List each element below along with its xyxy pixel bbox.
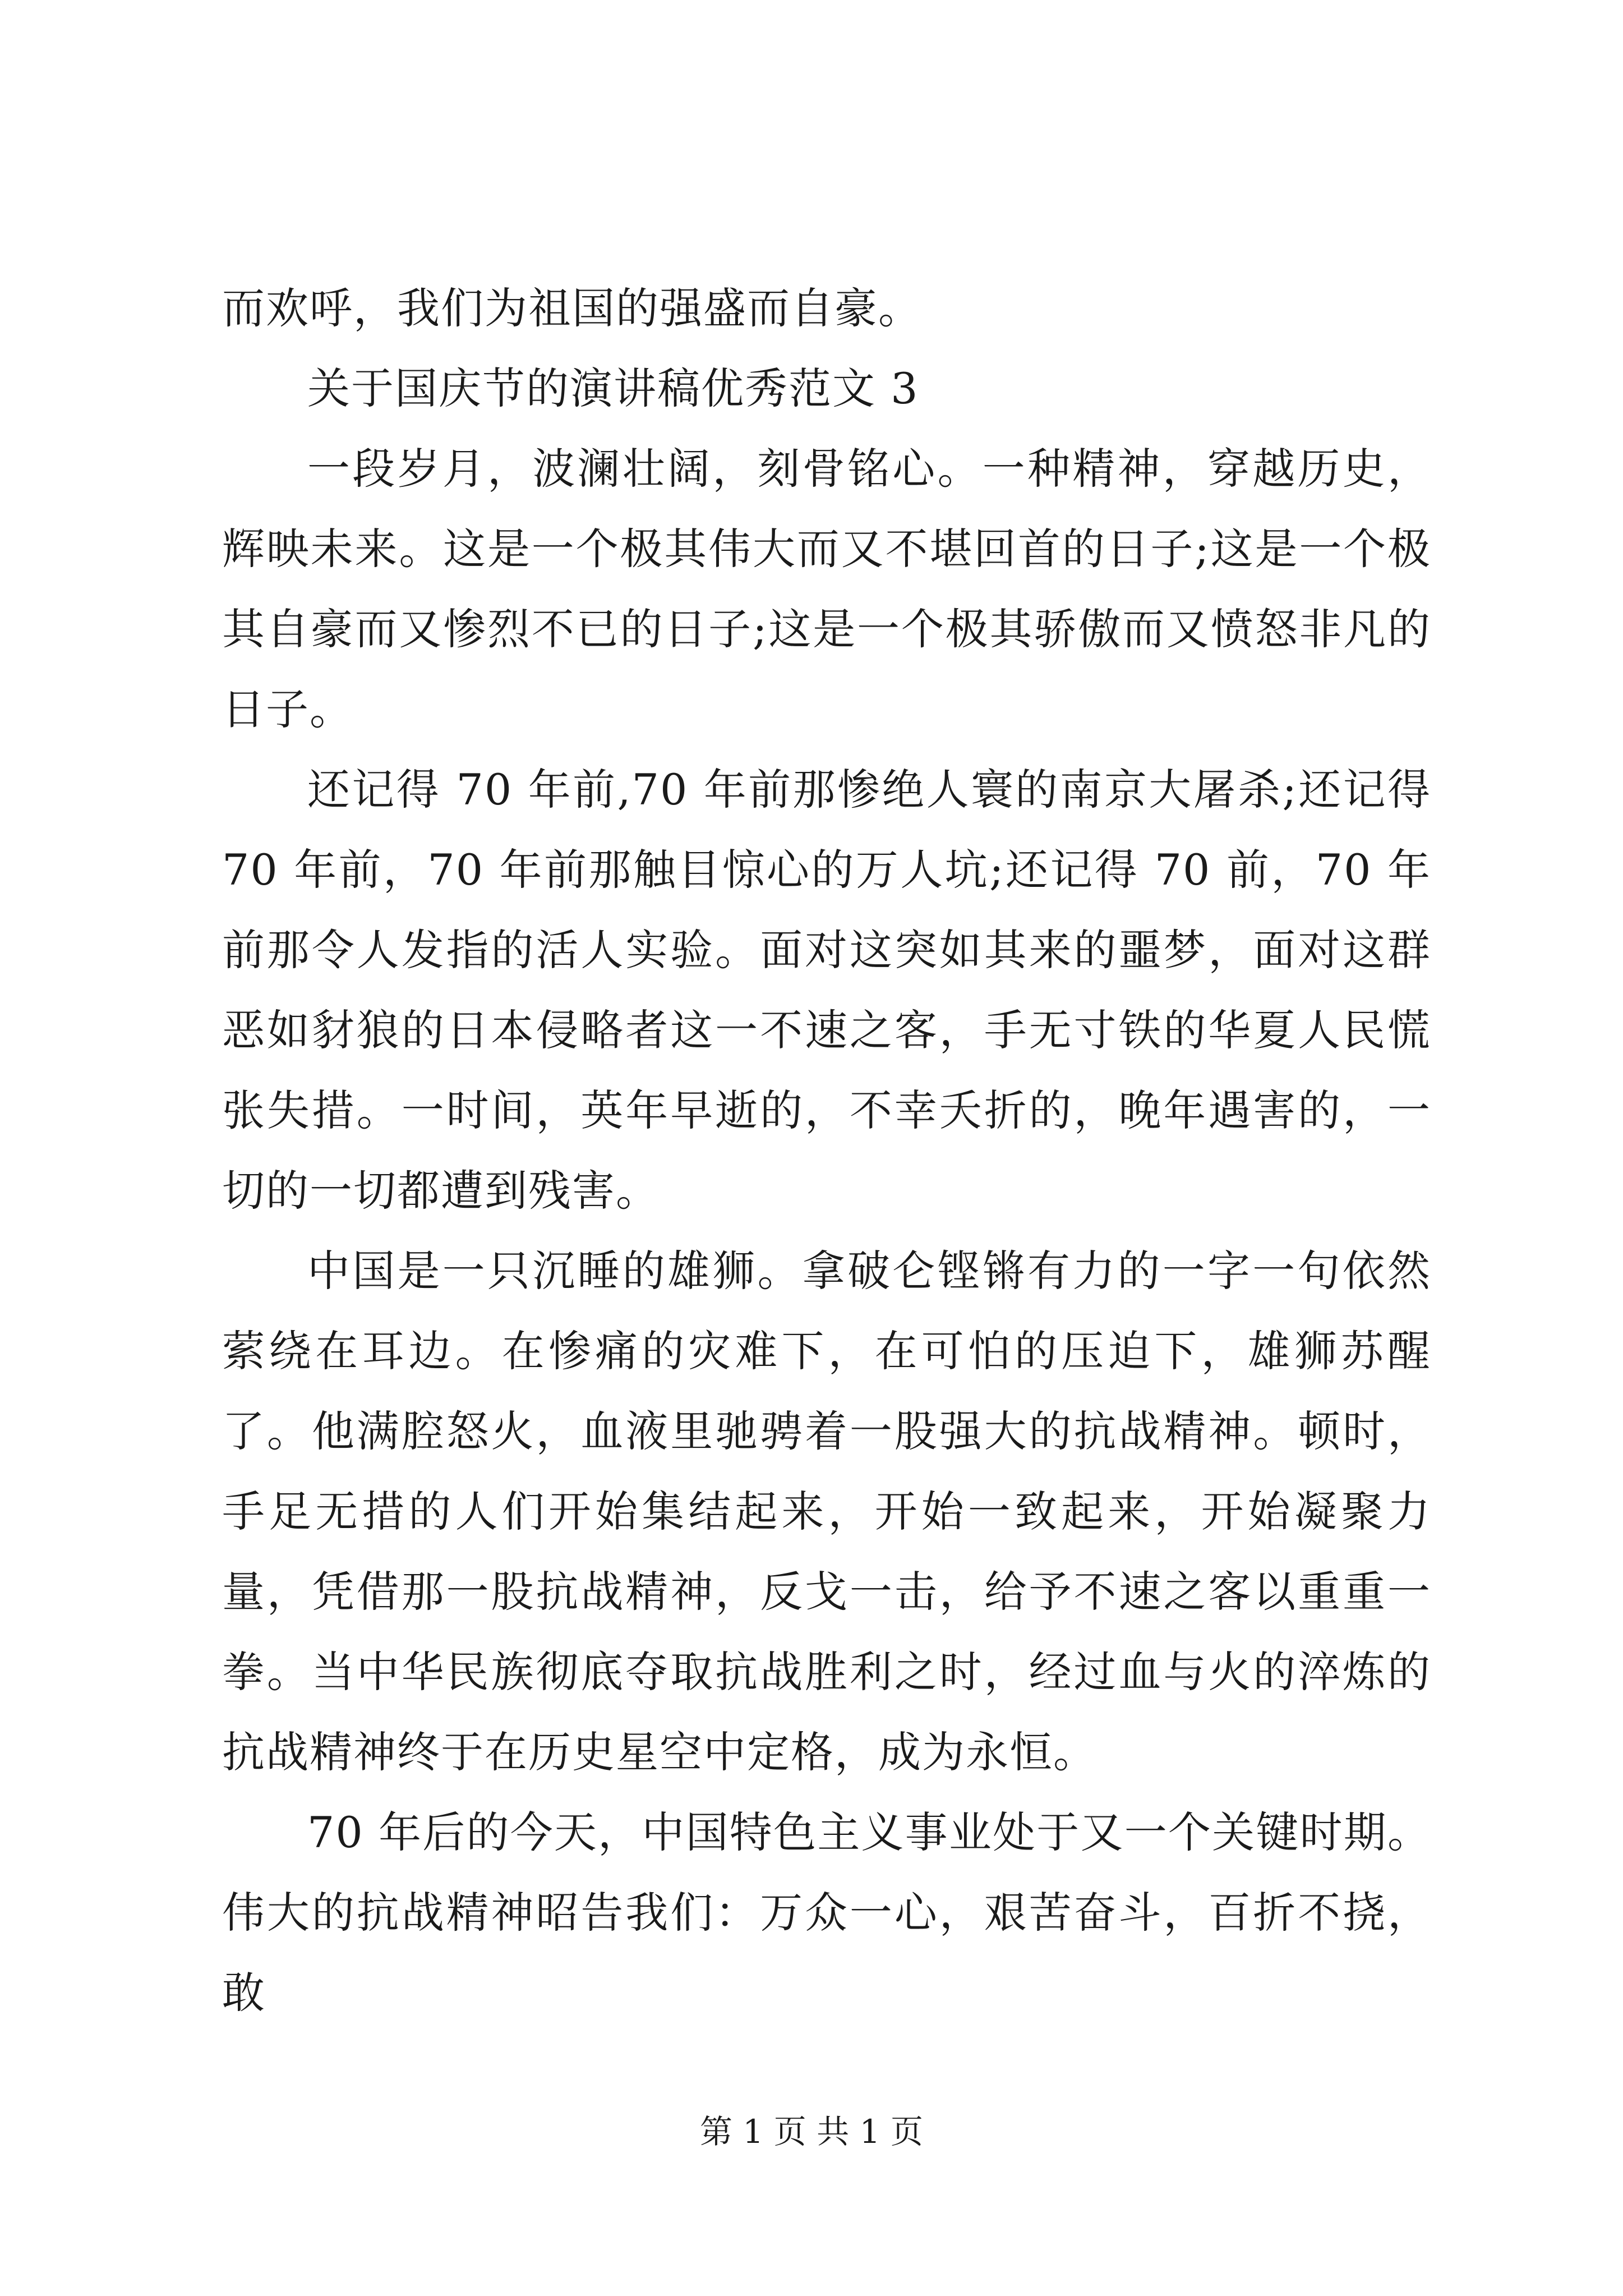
paragraph: 还记得 70 年前,70 年前那惨绝人寰的南京大屠杀;还记得 70 年前，70 年前那触目惊心的万人坑;还记得 70 前，70 年前那令人发指的活人实验。面对这突如其来的噩梦，面对这群恶如豺狼的日本侵略者这一不速之客，手无寸铁的华夏人民慌张失措。一时间，英年早逝的，不幸夭折的，晚年遇害的，一切的一切都遭到残害。 (222, 765, 1431, 1216)
paragraph: 一段岁月，波澜壮阔，刻骨铭心。一种精神，穿越历史，辉映未来。这是一个极其伟大而又不堪回首的日子;这是一个极其自豪而又惨烈不已的日子;这是一个极其骄傲而又愤怒非凡的日子。 (222, 444, 1431, 734)
paragraph: 70 年后的今天，中国特色主义事业处于又一个关键时期。伟大的抗战精神昭告我们：万众一心，艰苦奋斗，百折不挠，敢 (222, 1807, 1431, 2018)
page-number-footer: 第 1 页 共 1 页 (700, 2113, 923, 2151)
section-heading: 关于国庆节的演讲稿优秀范文 3 (307, 364, 919, 413)
paragraph: 中国是一只沉睡的雄狮。拿破仑铿锵有力的一字一句依然萦绕在耳边。在惨痛的灾难下，在可怕的压迫下，雄狮苏醒了。他满腔怒火，血液里驰骋着一股强大的抗战精神。顿时，手足无措的人们开始集结起来，开始一致起来，开始凝聚力量，凭借那一股抗战精神，反戈一击，给予不速之客以重重一拳。当中华民族彻底夺取抗战胜利之时，经过血与火的淬炼的抗战精神终于在历史星空中定格，成为永恒。 (222, 1246, 1431, 1777)
paragraph-continuation: 而欢呼，我们为祖国的强盛而自豪。 (222, 283, 922, 333)
document-body (222, 268, 1431, 2033)
